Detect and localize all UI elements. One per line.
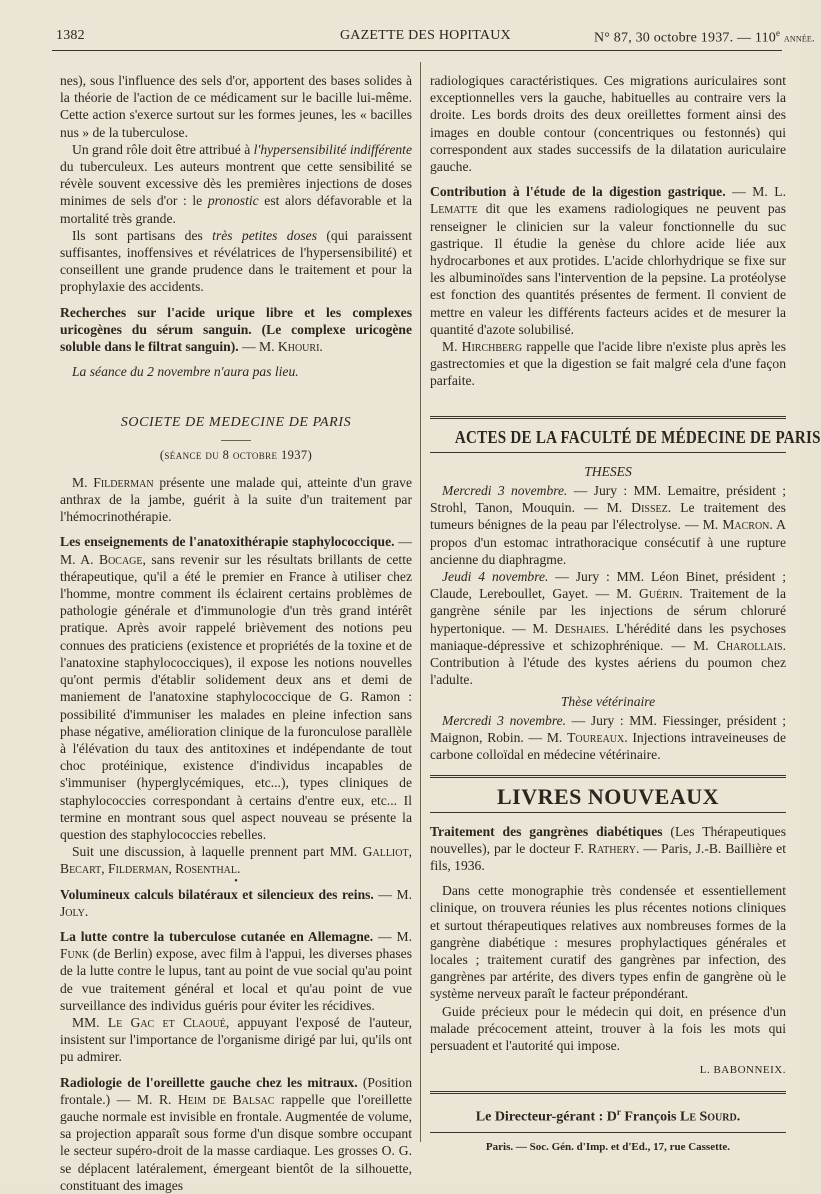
issue-annee: année. [783, 32, 815, 45]
text: est alors défavorable et la mortalité très grande. [60, 193, 412, 226]
text: Suit une discussion, à laquelle prennent part MM. [72, 844, 363, 860]
author-name: Joly [60, 903, 85, 919]
text: — M. [373, 886, 412, 902]
vet-thesis-heading: Thèse vétérinaire [560, 693, 656, 709]
text: . L'hérédité dans les psychoses maniaque-dépressive et schizophrénique. — M. [430, 620, 786, 653]
text: Un grand rôle doit être attribué à [72, 141, 254, 157]
footer-rule [430, 1091, 786, 1094]
text: — Jury : MM. Léon Binet, président ; Claude, Lereboullet, Gayet. — M. [430, 569, 786, 602]
text: , sans revenir sur les résultats brillants de cette thérapeutique, qu'il a été le premier en France à utiliser chez l'homme, montre comment ils éclairent certains problèmes de pathologie générale et d'immunologie d'un très grand intérêt pratique. Après avoir rappelé brièvement des notions peu connues des praticiens (existence et propriétés de la toxine et de l'anatoxine staphylococciques), il expose les notions nouvelles qu'ont permis d'établir solidement deux ans et demi de maniement de l'anatoxine staphylococcique de G. Ramon : possibilité d'immuniser les malades en pleine infection sans phase négative, amélioration clinique de la furonculose parallèle à l'élévation du taux des antitoxines et indépendante de tout choc protéinique, existence d'individus incapables de s'immuniser (hyperglycémiques, etc...), types cliniques de staphylococcies correspondant à certains d'entre eux, etc... Il termine en montrant sous quel aspect nouveau se présente la question des staphylococcies rebelles. [60, 551, 413, 842]
author-names: Le Gac et Claoué [107, 1014, 226, 1030]
section-rule [430, 775, 786, 778]
author-name: Lematte [430, 201, 478, 217]
communication-funk [60, 928, 412, 1014]
seance-date: (séance du 8 octobre 1937) [159, 447, 313, 462]
text: r [616, 1107, 621, 1118]
author-name: Hirchberg [461, 339, 523, 355]
text: . A propos d'un estomac intrathoracique consécutif à une rupture ancienne du diaphragme. [430, 517, 786, 567]
left-paragraph-2 [60, 141, 412, 227]
text: dit que les examens radiologiques ne peuvent pas renseigner le clinicien sur la valeur fonctionnelle du suc gastrique. Il étudie la genèse du chlore acide liée aux hydrocarbones et aux protides. L'acide chlorhydrique se fixe sur les albuminoïdes sans l'intervention de la pepsine. La protéolyse est fonction des quantités présentes de ferment. Il convient de mettre en valeur les différents facteurs acides et de mesurer la quantité d'azote solubilisé. [430, 201, 786, 337]
author-name: Charollais [716, 637, 783, 653]
text: — M. A. [60, 534, 412, 567]
text: . Contribution à l'étude des kystes aériens du poumon chez l'adulte. [430, 637, 786, 688]
book-review-1: Dans cette monographie très condensée et essentiellement clinique, on trouvera réunies les plus récentes notions cliniques et surtout thérapeutiques relatives aux nombreuses formes de la gangrène diabétique : mesures prophylactiques générales et locales ; traitement curatif des gangrènes par infection, des gangrènes par artérite, des divers types enfin de gangrène où le système nerveux paraît le facteur prépondérant. [430, 883, 786, 1002]
emphasis: l'hypersensibilité indifférente [253, 141, 412, 157]
text: . [84, 903, 89, 919]
section-rule [430, 416, 786, 419]
communication-hirchberg [430, 338, 786, 390]
author-name: Filderman [93, 474, 154, 490]
communication-joly [60, 886, 412, 920]
text: — Jury : MM. Fiessinger, président ; Maignon, Robin. — M. [430, 712, 787, 745]
journal-title: GAZETTE DES HOPITAUX [340, 28, 511, 43]
society-heading: SOCIETE DE MEDECINE DE PARIS [120, 415, 352, 431]
left-column [60, 72, 412, 1194]
text: M. [442, 339, 462, 355]
review-signature: L. BABONNEIX. [699, 1064, 786, 1077]
author-name: Rathery [587, 840, 636, 856]
session-note: La séance du 2 novembre n'aura pas lieu. [72, 364, 299, 380]
text: — M. [238, 339, 278, 355]
communication-title: La lutte contre la tuberculose cutanée en Allemagne. [60, 928, 374, 944]
communication-filderman [60, 474, 412, 526]
text: Le Directeur-gérant : D [475, 1110, 617, 1126]
book-review-2: Guide précieux pour le médecin qui doit, en présence d'un malade précocement atteint, trouver à la fois les mots qui persuadent et l'autorité qui impose. [430, 1003, 786, 1053]
author-name: Bocage [99, 551, 143, 567]
text: (Position frontale.) [60, 1074, 412, 1107]
text: , appuyant l'exposé de l'auteur, insistent sur l'importance de l'organisme dirigé par lui, qu'ils ont pu admirer. [60, 1014, 413, 1065]
discussion-paragraph [60, 843, 412, 877]
issue-sup: e [775, 28, 781, 38]
text: Ils sont partisans des [72, 227, 213, 243]
separator-dot: • [234, 875, 238, 887]
communication-heim [60, 1074, 412, 1194]
thin-rule [430, 452, 786, 453]
author-name: Deshaies [554, 620, 606, 636]
text: — Jury : MM. Lemaitre, président ; Strohl, Tanon, Mouquin. — M. [430, 483, 786, 516]
text: (de Berlin) expose, avec film à l'appui, les diverses phases de la lutte contre le lupus, tant au point de vue social qu'au point de vue traitement général et local et qu'au point de vue surveillance des individus guéris pour éviter les récidives. [60, 946, 412, 1013]
text: rappelle que l'oreillette gauche normale est invisible en frontale. Augmentée de volume, sa projection apparaît sous forme d'un disque sombre occupant le secteur supéro-droit de la masse cardiaque. Les grosses O. G. se déplacent latéralement, émergeant bientôt de la silhouette, constituant des images [60, 1091, 413, 1193]
page-header [48, 28, 815, 50]
books-heading: LIVRES NOUVEAUX [496, 784, 720, 810]
text: . Le traitement des tumeurs bénignes de la peau par l'électrolyse. — M. [430, 500, 786, 533]
text: (qui paraissent suffisantes, inoffensives et révélatrices de l'hypersensibilité) et conseillent une grande prudence dans le traitement et pour la prophylaxie des accidents. [60, 227, 412, 295]
author-name: Khouri [277, 339, 320, 355]
date: Mercredi 3 novembre. [442, 483, 568, 499]
author-name: Macron [722, 517, 770, 533]
header-rule [52, 50, 782, 51]
author-name: Heim de Balsac [177, 1091, 275, 1107]
right-column [430, 72, 821, 1156]
theses-vet [430, 712, 786, 764]
date: Jeudi 4 novembre. [442, 569, 549, 585]
issue-main: N° 87, 30 octobre 1937. — 110 [594, 30, 776, 46]
author-names: Galliot, Becart, Filderman, Rosenthal [60, 844, 412, 877]
communication-khouri: Recherches sur l'acide urique libre et les complexes uricogènes du sérum sanguin. (Le complexe uricogène soluble dans le filtrat sanguin). — M. Khouri. [60, 304, 412, 355]
printer-imprint: Paris. — Soc. Gén. d'Imp. et d'Ed., 17, rue Cassette. [485, 1141, 731, 1154]
issue-info [594, 28, 815, 47]
emphasis: pronostic [207, 193, 259, 209]
text: présente une malade qui, atteinte d'un grave anthrax de la jambe, guérit à la suite d'un traitement par l'hémocrinothérapie. [60, 474, 412, 525]
author-name: Guérin [639, 586, 680, 602]
communication-lematte [430, 183, 786, 338]
right-paragraph-1: radiologiques caractéristiques. Ces migrations auriculaires sont exceptionnelles vers la gauche, habituelles au contraire vers la droite. Les bords droits des deux oreillettes forment ainsi des images en double contour (concentriques ou festonnés) qui correspondent aux stades successifs de la dilatation auriculaire gauche. [430, 73, 786, 175]
communication-title: Recherches sur l'acide urique libre et les complexes uricogènes du sérum sanguin. (Le complexe uricogène soluble dans le filtrat sanguin). [60, 304, 412, 355]
text: . Traitement de la gangrène sénile par les injections de sérum chloruré hypertonique. — M. [430, 586, 786, 636]
book-reference [430, 823, 786, 875]
theses-thursday [430, 568, 786, 688]
emphasis: très petites doses [212, 227, 317, 243]
text: MM. [72, 1014, 108, 1030]
text: . Injections intraveineuses de carbone colloïdal en médecine vétérinaire. [430, 729, 786, 763]
thin-rule [430, 812, 786, 813]
text: M. [72, 474, 94, 490]
left-paragraph-3 [60, 227, 412, 296]
communication-title: Contribution à l'étude de la digestion gastrique. [430, 184, 726, 200]
communication-title: Volumineux calculs bilatéraux et silencieux des reins. [60, 886, 374, 902]
text: du tuberculeux. Les auteurs montrent que cette sensibilité se révèle souvent excessive dès les premières injections de doses minimes de sels d'or : le [60, 159, 412, 209]
director-name: Le Sourd [679, 1110, 737, 1126]
director-line [430, 1104, 786, 1126]
text: — M. L. [725, 184, 786, 200]
left-paragraph-1: nes), sous l'influence des sels d'or, apportent des bases solides à la théorie de l'action de ce médicament sur le bacille lui-même. Cette action s'exerce surtout sur les formes jeunes, les « bacilles nus » de la tuberculose. [60, 73, 412, 140]
page-number: 1382 [56, 28, 85, 43]
text: — M. [373, 928, 412, 944]
communication-legac [60, 1014, 412, 1066]
theses-wednesday [430, 482, 786, 568]
text: — M. R. [110, 1091, 178, 1107]
thin-rule [430, 1132, 786, 1133]
text: . [237, 861, 241, 877]
text: . — Paris, J.-B. Baillière et fils, 1936. [430, 840, 786, 873]
communication-title: Les enseignements de l'anatoxithérapie staphylococcique. [60, 534, 395, 550]
communication-bocage [60, 533, 412, 843]
communication-title: Radiologie de l'oreillette gauche chez les mitraux. [60, 1074, 358, 1090]
short-rule [221, 440, 251, 441]
date: Mercredi 3 novembre. [442, 712, 567, 728]
theses-heading: THESES [584, 463, 632, 479]
column-divider [420, 62, 421, 1142]
text: François [620, 1110, 680, 1126]
text: . [736, 1110, 741, 1126]
author-name: Dissez [631, 500, 668, 516]
author-name: Toureaux [567, 729, 625, 745]
faculty-heading: ACTES DE LA FACULTÉ DE MÉDECINE DE PARIS [454, 426, 821, 447]
text: rappelle que l'acide libre n'existe plus après les gastrectomies et que la digestion se fait malgré cela d'une façon parfaite. [430, 339, 786, 389]
text: (Les Thérapeutiques nouvelles), par le docteur F. [430, 823, 786, 856]
book-title: Traitement des gangrènes diabétiques [430, 823, 663, 839]
author-name: Funk [60, 946, 90, 962]
